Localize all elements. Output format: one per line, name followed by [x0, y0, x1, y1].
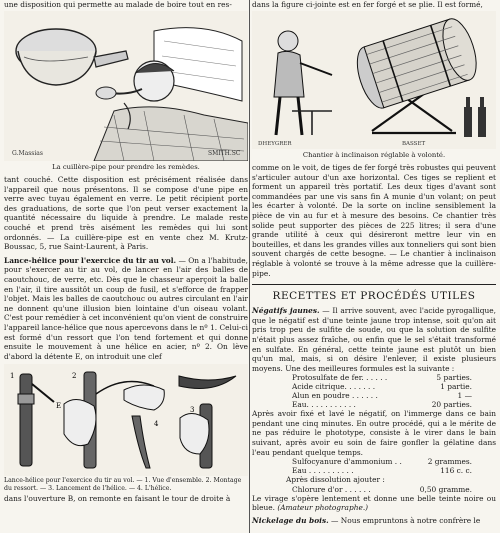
lance-helice-illustration [4, 364, 248, 476]
right-paragraph-after-recipe-1: Après avoir fixé et lavé le négatif, on l'immerge dans ce bain pendant une cinq minutes. En outre procédé, qui a le mérite de ne pas réduire le phototype, consiste à le virer dans le bain suivant, après avoir eu soin de faire gonfler la gélatine dans l'eau pendant quelque temps. [252, 409, 496, 457]
fig2-label-1: 1 [10, 372, 15, 381]
recipe-1-row [252, 373, 496, 382]
recipe-1-row [252, 400, 496, 409]
negatifs-heading: Négatifs jaunes. [252, 306, 320, 316]
nickelage-paragraph [252, 516, 496, 526]
heading-lance-helice: Lance-hélice pour l'exercice du tir au vol. [4, 255, 177, 265]
right-top-line: dans la figure ci-jointe est en fer forgé et se plie. Il est formé, [252, 0, 483, 9]
fig2-label-4: 4 [154, 420, 159, 429]
recipe-1-row [252, 382, 496, 391]
ingredient-name: Chlorure d'or . . . . . . [292, 484, 371, 494]
negatifs-text: — Il arrive souvent, avec l'acide pyrogallique, que le négatif est d'une teinte jaune trop intense, soit qu'on ait pris trop peu de sulfite de soude, ou que la solution de sulfite n'était plus assez fraîche, ou enfin que le sel s'était transformé en sulfate. En général, cette teinte jaune est plutôt un bien qu'un mal, mais, si on désire l'enlever, il existe plusieurs moyens. Une des meilleures formules est la suivante : [252, 306, 497, 373]
source-signature: (Amateur photographe.) [277, 503, 369, 513]
ingredient-qty: 1 partie. [440, 382, 472, 392]
left-bottom-line: dans l'ouverture B, on remonte en faisant le tour de droite à [4, 494, 231, 504]
ingredient-qty: 116 c. c. [440, 466, 472, 476]
left-paragraph-2 [4, 256, 248, 362]
right-paragraph-1: comme on le voit, de tiges de fer forgé très robustes qui peuvent s'articuler autour d'un axe horizontal. Ces tiges se replient et forment un appareil très portatif. Les deux tiges d'avant sont commandées par une vis sans fin A munie d'un volant; on peut les écarter à volonté. De la sorte on incline sensiblement la pièce de vin au fur et à mesure des besoins. Ce chantier très solide peut supporter des pièces de 225 litres; il sera d'une grande utilité à ceux qui désireront mettre leur vin en bouteilles, et dans les grandes villes aux tonneliers qui sont bien souvent chargés de cette besogne. — Le chantier à inclinaison réglable à volonté se trouve à la même adresse que la cuillère-pipe. [252, 163, 496, 278]
recipe-2-row [252, 457, 496, 466]
recipe-1 [252, 373, 496, 409]
recipe-2 [252, 457, 496, 494]
recipe-2-after: Après dissolution ajouter : [286, 475, 385, 485]
recipe-1-row [252, 391, 496, 400]
ingredient-qty: 20 parties. [431, 400, 472, 410]
fig1-signature-right: SMITH.SC [208, 150, 241, 157]
pipe-spoon-illustration [4, 11, 248, 161]
fig1-caption: La cuillère-pipe pour prendre les remèdes. [52, 163, 200, 171]
fig2-label-3: 3 [190, 406, 195, 415]
recipe-3-row [252, 485, 496, 494]
ingredient-name: Alun en poudre . . . . . . [292, 391, 378, 401]
nickelage-heading: Nickelage du bois. [252, 516, 329, 526]
virage-text: Le virage s'opère lentement et donne une belle teinte noire ou bleue. [252, 493, 496, 513]
right-column [252, 0, 496, 526]
ingredient-name: Protosulfate de fer. . . . . . [292, 373, 388, 383]
figure-pipe-spoon [4, 11, 248, 161]
nickelage-text: — Nous empruntons à notre confrère le [328, 516, 481, 526]
fig1-signature-left: G.Massias [12, 150, 43, 157]
fig2-caption: Lance-hélice pour l'exercice du tir au vol. — 1. Vue d'ensemble. 2. Montage du ressort. — 3. Lancement de l'hélice. — 4. L'hélice. [4, 477, 242, 492]
ingredient-qty: 1 — [457, 391, 472, 401]
ingredient-qty: 5 parties. [436, 373, 472, 383]
ingredient-name: Sulfocyanure d'ammonium . . [292, 457, 402, 467]
ingredient-qty: 2 grammes. [427, 457, 472, 467]
column-rule [249, 0, 250, 533]
right-paragraph-after-recipe-3 [252, 494, 496, 513]
fig2-label-2: 2 [72, 372, 77, 381]
ingredient-name: Eau. . . . . . . . . . . [292, 400, 356, 410]
ingredient-qty: 0,50 gramme. [419, 484, 472, 494]
left-top-line: une disposition qui permette au malade de boire tout en res- [4, 0, 232, 9]
negatifs-paragraph [252, 306, 496, 373]
figure-chantier [252, 11, 496, 149]
fig2-label-e: E [56, 402, 62, 411]
fig3-caption: Chantier à inclinaison réglable à volonté. [302, 151, 446, 159]
fig3-signature-right: BASSET [402, 141, 426, 147]
ingredient-name: Eau . . . . . . . . . . [292, 466, 354, 476]
ingredient-name: Acide citrique. . . . . . . [292, 382, 376, 392]
left-column [4, 0, 248, 503]
recipe-2-row [252, 466, 496, 475]
left-paragraph-1: tant couché. Cette disposition est précisément réalisée dans l'appareil que nous présentons. Il se compose d'une pipe en verre avec tuyau également en verre. Le petit récipient porte des graduations, de sorte que l'on peut verser exactement la quantité nécessaire du liquide à prendre. Le malade reste couché et prend très aisément les remèdes qui lui sont ordonnés. — La cuillère-pipe est en vente chez M. Krutz-Boussac, 5, rue Saint-Laurent, à Paris. [4, 175, 248, 252]
left-paragraph-2-text: — On a l'habitude, pour s'exercer au tir au vol, de lancer en l'air des balles de caoutchouc, de verre, etc. Dès que le chasseur aperçoit la balle en l'air, il tire aussitôt un coup de fusil, et s'efforce de frapper l'objet. Mais les balles de caoutchouc ou autres circulant en l'air ne donnent qu'une illusion bien lointaine d'un oiseau volant. C'est pour remédier à cet inconvénient qu'on vient de construire l'appareil lance-hélice que nous apercevons dans le nº 1. Celui-ci est formé d'un ressort que l'on tend fortement et qui donne ensuite le mouvement à une hélice en acier, nº 2. On lève d'abord la détente E, on introduit une clef [4, 255, 249, 361]
fig3-signature-left: DHEYGRER [258, 141, 292, 147]
chantier-illustration [252, 11, 496, 149]
section-title-recettes: RECETTES ET PROCÉDÉS UTILES [252, 284, 496, 302]
figure-lance-helice [4, 364, 248, 476]
